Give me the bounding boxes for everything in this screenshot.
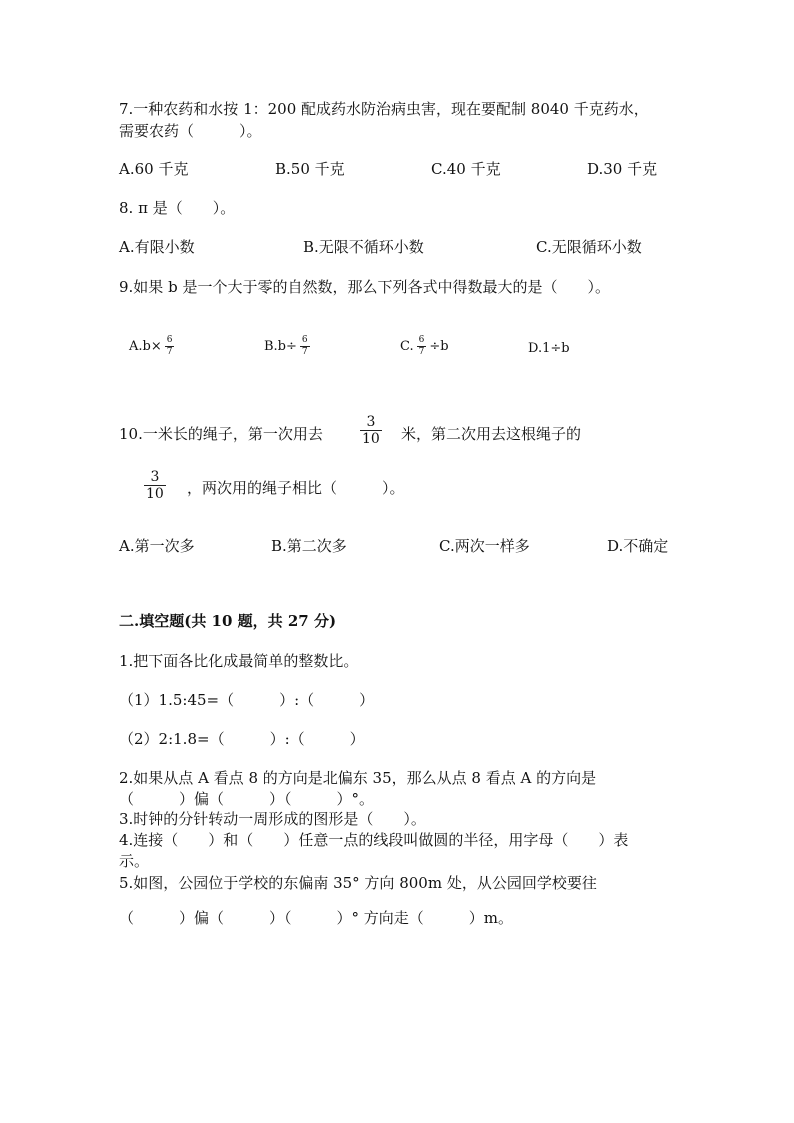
fraction-denominator: 10 bbox=[146, 486, 164, 502]
q9-option-d: D.1÷b bbox=[528, 341, 570, 356]
q10-part1: 10.一米长的绳子，第一次用去 bbox=[119, 425, 323, 443]
q10-option-c: C.两次一样多 bbox=[439, 537, 530, 555]
q8-option-c: C.无限循环小数 bbox=[536, 238, 642, 256]
q10-part2: 米，第二次用去这根绳子的 bbox=[401, 425, 582, 443]
fraction-denominator: 7 bbox=[418, 347, 425, 357]
q10-option-d: D.不确定 bbox=[607, 537, 669, 555]
f3-text: 3.时钟的分针转动一周形成的图形是（ ）。 bbox=[119, 810, 426, 828]
q9-option-a bbox=[129, 336, 177, 357]
f1-text: 1.把下面各比化成最简单的整数比。 bbox=[119, 652, 359, 670]
q10-fraction-1-value bbox=[360, 415, 382, 446]
fraction-denominator: 7 bbox=[166, 347, 173, 357]
q8-option-b: B.无限不循环小数 bbox=[303, 238, 424, 256]
q7-option-b: B.50 千克 bbox=[275, 160, 345, 178]
q9-option-a-fraction bbox=[165, 336, 175, 357]
q7-line1: 7.一种农药和水按 1：200 配成药水防治病虫害，现在要配制 8040 千克药水， bbox=[119, 100, 649, 118]
fraction-numerator: 6 bbox=[418, 335, 425, 345]
q9-option-b-fraction bbox=[300, 336, 310, 357]
section-2-title: 二.填空题(共 10 题，共 27 分) bbox=[119, 612, 337, 630]
q9-text: 9.如果 b 是一个大于零的自然数，那么下列各式中得数最大的是（ ）。 bbox=[119, 278, 610, 296]
q8-option-a: A.有限小数 bbox=[119, 238, 195, 256]
fraction-denominator: 7 bbox=[301, 347, 308, 357]
q10-fraction-1 bbox=[357, 415, 385, 446]
f1-sub1: （1）1.5:45=（ ）:（ ） bbox=[119, 691, 375, 709]
q9-option-b bbox=[264, 336, 313, 357]
q7-option-c: C.40 千克 bbox=[431, 160, 501, 178]
fraction-denominator: 10 bbox=[362, 431, 380, 447]
q9-option-c-prefix: C. bbox=[400, 339, 414, 354]
f1-sub2: （2）2:1.8=（ ）:（ ） bbox=[119, 730, 365, 748]
q7-option-a: A.60 千克 bbox=[119, 160, 189, 178]
q9-option-c bbox=[400, 336, 449, 357]
f2-line2: （ ）偏（ ）（ ）°。 bbox=[119, 790, 375, 808]
f5-line1: 5.如图，公园位于学校的东偏南 35° 方向 800m 处，从公园回学校要往 bbox=[119, 874, 597, 892]
fraction-numerator: 6 bbox=[166, 335, 173, 345]
f2-line1: 2.如果从点 A 看点 8 的方向是北偏东 35，那么从点 8 看点 A 的方向是 bbox=[119, 769, 597, 787]
q8-text: 8. π 是（ ）。 bbox=[119, 199, 236, 217]
q10-part3: ，两次用的绳子相比（ ）。 bbox=[187, 479, 405, 497]
q7-option-d: D.30 千克 bbox=[587, 160, 658, 178]
q10-fraction-2 bbox=[141, 470, 169, 501]
fraction-numerator: 6 bbox=[301, 335, 308, 345]
fraction-numerator: 3 bbox=[366, 414, 376, 430]
q9-option-c-fraction bbox=[417, 336, 427, 357]
q7-line2: 需要农药（ ）。 bbox=[119, 122, 262, 140]
f4-line1: 4.连接（ ）和（ ）任意一点的线段叫做圆的半径，用字母（ ）表 bbox=[119, 831, 629, 849]
q9-option-c-suffix: ÷b bbox=[429, 339, 449, 354]
q9-option-a-prefix: A.b× bbox=[129, 339, 162, 354]
q10-fraction-2-value bbox=[144, 470, 166, 501]
fraction-numerator: 3 bbox=[150, 469, 160, 485]
q9-option-b-prefix: B.b÷ bbox=[264, 339, 297, 354]
q10-option-a: A.第一次多 bbox=[119, 537, 195, 555]
q10-option-b: B.第二次多 bbox=[271, 537, 347, 555]
f4-line2: 示。 bbox=[119, 852, 150, 870]
f5-line2: （ ）偏（ ）（ ）° 方向走（ ）m。 bbox=[119, 909, 513, 927]
